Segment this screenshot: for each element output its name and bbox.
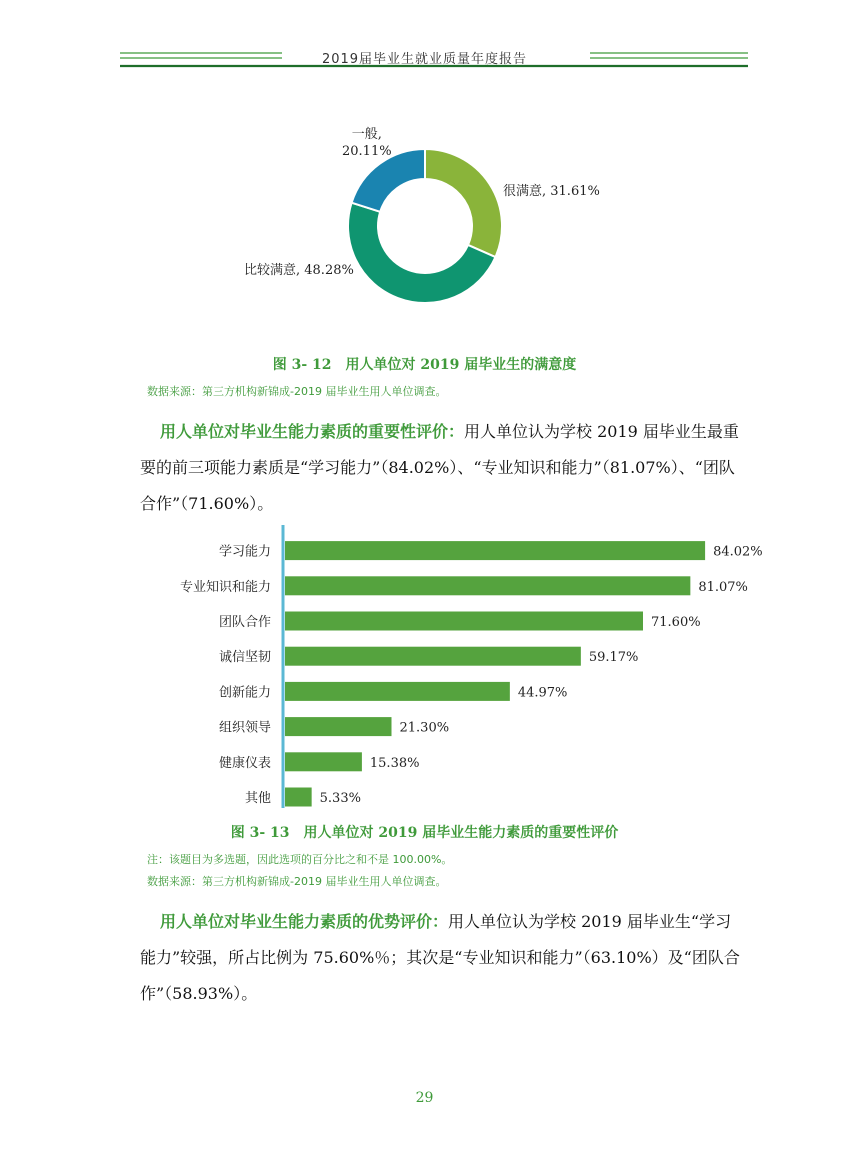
donut-label-average-value: 20.11% bbox=[342, 144, 392, 159]
bar bbox=[285, 612, 643, 631]
donut-label-fairly-satisfied: 比较满意, 48.28% bbox=[244, 263, 354, 278]
bar-category-label: 学习能力 bbox=[218, 544, 271, 560]
donut-label-very-satisfied: 很满意, 31.61% bbox=[503, 184, 600, 199]
bar-category-label: 诚信坚韧 bbox=[218, 650, 271, 666]
bar-category-label: 其他 bbox=[244, 791, 271, 806]
figure-13-note: 注：该题目为多选题，因此选项的百分比之和不是 100.00%。 bbox=[147, 853, 453, 866]
ability-importance-bar-chart bbox=[150, 525, 770, 815]
figure-13-caption: 图 3- 13 用人单位对 2019 届毕业生能力素质的重要性评价 bbox=[230, 825, 619, 841]
paragraph-advantage-lead: 用人单位对毕业生能力素质的优势评价： bbox=[160, 912, 449, 931]
bar-category-label: 团队合作 bbox=[218, 615, 271, 630]
paragraph-advantage-text: 用人单位认为学校 2019 届毕业生“学习能力”较强，所占比例为 75.60%％；其次是“专业知识和能力”（63.10%）及“团队合作”（58.93%）。 bbox=[140, 912, 740, 1003]
donut-label-average-name: 一般, bbox=[351, 127, 382, 142]
satisfaction-donut-chart bbox=[230, 118, 630, 328]
header-decoration bbox=[0, 0, 849, 80]
bar bbox=[285, 541, 705, 560]
bar-category-label: 健康仪表 bbox=[218, 755, 271, 771]
bar-category-label: 创新能力 bbox=[218, 685, 271, 701]
bar-value-label: 59.17% bbox=[588, 650, 639, 666]
bar-value-label: 21.30% bbox=[399, 720, 450, 736]
donut-slice-0 bbox=[425, 149, 502, 257]
paragraph-importance-lead: 用人单位对毕业生能力素质的重要性评价： bbox=[160, 422, 465, 441]
figure-13-source: 数据来源：第三方机构新锦成-2019 届毕业生用人单位调查。 bbox=[147, 875, 447, 888]
bar-category-label: 组织领导 bbox=[218, 720, 271, 736]
bar-value-label: 84.02% bbox=[713, 544, 763, 560]
bar-value-label: 5.33% bbox=[319, 791, 361, 806]
bar-value-label: 15.38% bbox=[369, 755, 420, 771]
bar bbox=[285, 788, 312, 807]
donut-label-average bbox=[342, 126, 392, 160]
paragraph-importance-text: 用人单位认为学校 2019 届毕业生最重要的前三项能力素质是“学习能力”（84.02%）、“专业知识和能力”（81.07%）、“团队合作”（71.60%）。 bbox=[140, 422, 739, 513]
bar bbox=[285, 717, 392, 736]
bar bbox=[285, 682, 510, 701]
bar-value-label: 81.07% bbox=[698, 579, 748, 595]
header-title: 2019届毕业生就业质量年度报告 bbox=[321, 52, 528, 67]
paragraph-advantage bbox=[140, 904, 746, 1012]
page-number: 29 bbox=[415, 1090, 434, 1106]
bar-value-label: 44.97% bbox=[517, 685, 568, 701]
bar-category-label: 专业知识和能力 bbox=[179, 579, 271, 595]
bar bbox=[285, 576, 690, 595]
paragraph-importance bbox=[140, 414, 746, 522]
figure-12-source: 数据来源：第三方机构新锦成-2019 届毕业生用人单位调查。 bbox=[147, 385, 447, 398]
bar bbox=[285, 647, 581, 666]
figure-12-caption: 图 3- 12 用人单位对 2019 届毕业生的满意度 bbox=[272, 357, 577, 373]
bar bbox=[285, 752, 362, 771]
bar-value-label: 71.60% bbox=[651, 615, 701, 630]
